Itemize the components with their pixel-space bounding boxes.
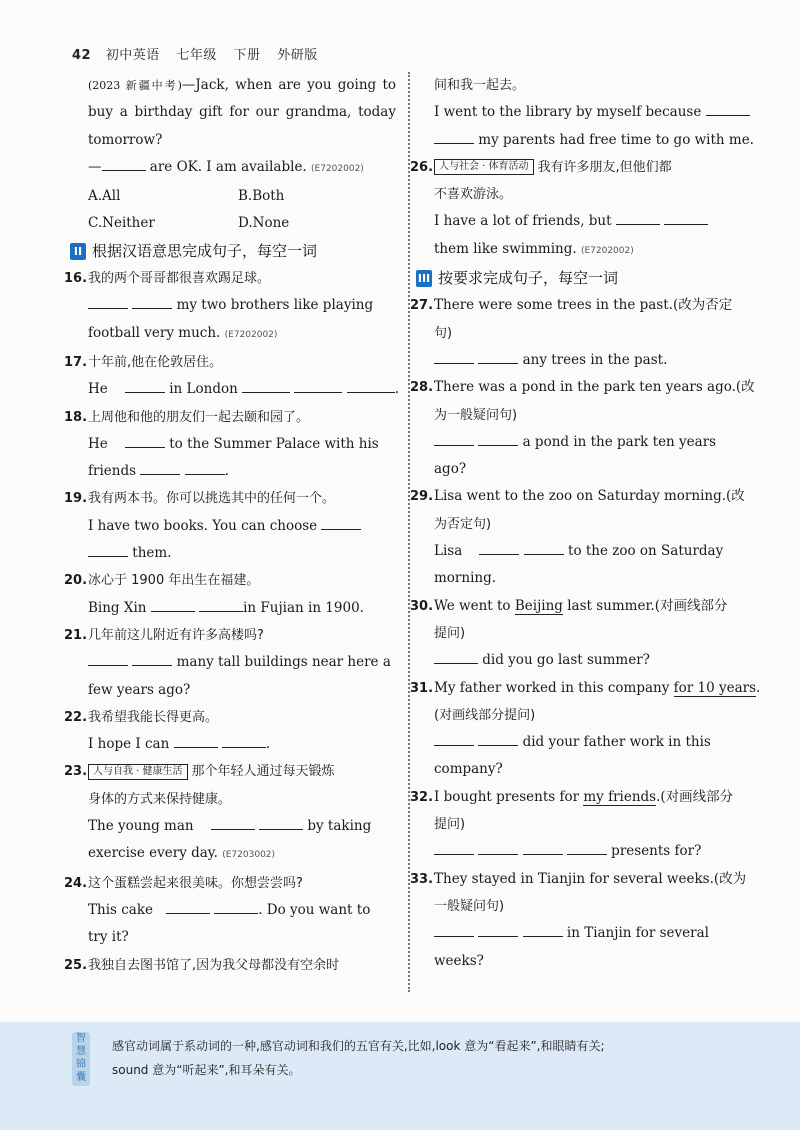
options-row (88, 183, 396, 210)
tip-box (0, 1022, 800, 1130)
page-number: 42 (72, 48, 92, 63)
answer-blank[interactable] (242, 378, 290, 393)
topic-tag: 人与自我 · 健康生活 (88, 764, 188, 780)
answer-blank[interactable] (132, 294, 172, 309)
answer-blank[interactable] (199, 597, 243, 612)
header-subject: 初中英语 (105, 48, 160, 63)
question-33: 33. They stayed in Tianjin for several weeks.(改为 (410, 870, 747, 887)
answer-blank[interactable] (567, 840, 607, 855)
answer-blank[interactable] (523, 840, 563, 855)
answer-blank[interactable] (434, 649, 478, 664)
options-row (88, 210, 396, 237)
section-badge: II (70, 243, 86, 260)
header-edition: 外研版 (277, 48, 318, 63)
answer-blank[interactable] (434, 731, 474, 746)
question-26: 26. 人与社会 · 体育活动 我有许多朋友,但他们都 (410, 159, 672, 175)
answer-blank[interactable] (125, 378, 165, 393)
question-19: 19. 我有两本书。你可以挑选其中的任何一个。 (64, 491, 336, 507)
page-header (72, 44, 330, 63)
question-31: 31. My father worked in this company for 10 years. (410, 679, 761, 696)
answer-blank[interactable] (478, 922, 518, 937)
answer-blank[interactable] (664, 210, 708, 225)
answer-blank[interactable] (434, 922, 474, 937)
tip-side-label: 智慧锦囊 (72, 1032, 90, 1086)
answer-blank[interactable] (478, 431, 518, 446)
left-column: (2023 新疆中考)—Jack, when are you going to buy a birthday gift for our grandma, today tomorrow? — are OK. I am available. (E7202002) A.All B.Both C.Neither D.None II 根据汉语意思完成句子，每空一词 16. 我的两个哥哥都很喜欢踢足球。 my two brothers like playing football very much. (E7202002) 17. 十年前,他在伦敦居住。 He in London . 18. 上周他和他的朋友们一起去颐和园了。 He to the Summer Palace with his friends . 19. 我有两本书。你可以挑选其中的任何一个。 I have two books. You can choose them. 20. 冰心于 1900 年出生在福建。 Bing Xin in Fujian in 1900. 21. 几年前这儿附近有许多高楼吗? many tall buildings near here a few years ago? 22. 我希望我能长得更高。 I hope I can . 23. 人与自我 · 健康生活 那个年轻人通过每天锻炼 身体的方式来保持健康。 The young man by taking exercise every day. (E7203002) 24. 这个蛋糕尝起来很美味。你想尝尝吗? This cake . Do you want to try it? 25. 我独自去图书馆了,因为我父母都没有空余时 (88, 72, 396, 979)
option-c[interactable]: C.Neither (88, 215, 155, 232)
question-32: 32. I bought presents for my friends.(对画线部分 (410, 788, 734, 805)
topic-tag: 人与社会 · 体育活动 (434, 159, 534, 175)
answer-blank[interactable] (478, 840, 518, 855)
answer-blank[interactable] (214, 899, 258, 914)
question-30: 30. We went to Beijing last summer.(对画线部分 (410, 597, 728, 614)
option-a[interactable]: A.All (88, 188, 121, 205)
answer-blank[interactable] (151, 597, 195, 612)
option-b[interactable]: B.Both (238, 188, 285, 205)
answer-blank[interactable] (166, 899, 210, 914)
section-iii-heading: III 按要求完成句子，每空一词 (417, 269, 619, 288)
question-23: 23. 人与自我 · 健康生活 那个年轻人通过每天锻炼 (64, 764, 335, 780)
question-22: 22. 我希望我能长得更高。 (64, 709, 219, 725)
answer-blank[interactable] (259, 815, 303, 830)
answer-blank[interactable] (294, 378, 342, 393)
header-volume: 下册 (233, 48, 261, 63)
answer-blank[interactable] (478, 349, 518, 364)
question-27: 27. There were some trees in the past.(改为否定 (410, 297, 733, 314)
answer-blank[interactable] (222, 733, 266, 748)
question-25: 25. 我独自去图书馆了,因为我父母都没有空余时 (64, 957, 340, 973)
answer-blank[interactable] (125, 433, 165, 448)
question-24: 24. 这个蛋糕尝起来很美味。你想尝尝吗? (64, 875, 303, 891)
answer-blank[interactable] (347, 378, 395, 393)
question-29: 29. Lisa went to the zoo on Saturday morning.(改 (410, 488, 745, 505)
question-15: (2023 新疆中考)—Jack, when are you going to (88, 77, 396, 93)
answer-blank[interactable] (174, 733, 218, 748)
answer-blank[interactable] (321, 515, 361, 530)
question-17: 17. 十年前,他在伦敦居住。 (64, 354, 223, 370)
section-badge: III (417, 272, 431, 286)
answer-blank[interactable] (88, 542, 128, 557)
answer-blank[interactable] (434, 349, 474, 364)
answer-blank[interactable] (88, 294, 128, 309)
answer-blank[interactable] (706, 101, 750, 116)
header-grade: 七年级 (176, 48, 217, 63)
answer-blank[interactable] (211, 815, 255, 830)
question-18: 18. 上周他和他的朋友们一起去颐和园了。 (64, 409, 310, 425)
answer-blank[interactable] (479, 540, 519, 555)
answer-blank[interactable] (132, 651, 172, 666)
answer-blank[interactable] (88, 651, 128, 666)
answer-blank[interactable] (434, 840, 474, 855)
answer-blank[interactable] (185, 460, 225, 475)
answer-blank[interactable] (523, 922, 563, 937)
answer-blank[interactable] (434, 431, 474, 446)
answer-blank[interactable] (434, 129, 474, 144)
section-ii-heading: II 根据汉语意思完成句子，每空一词 (70, 238, 396, 265)
option-d[interactable]: D.None (238, 215, 290, 232)
answer-blank[interactable] (524, 540, 564, 555)
answer-blank[interactable] (616, 210, 660, 225)
question-16: 16. 我的两个哥哥都很喜欢踢足球。 (64, 271, 271, 287)
tip-text: 感官动词属于系动词的一种,感官动词和我们的五官有关,比如,look 意为“看起来”,和眼睛有关; sound 意为“听起来”,和耳朵有关。 (112, 1039, 605, 1077)
question-20: 20. 冰心于 1900 年出生在福建。 (64, 573, 260, 589)
answer-blank[interactable] (102, 156, 146, 171)
question-28: 28. There was a pond in the park ten years ago.(改 (410, 379, 755, 396)
right-column: 间和我一起去。 I went to the library by myself because my parents had free time to go with me. 26. 人与社会 · 体育活动 我有许多朋友,但他们都 不喜欢游泳。 I have a lot of friends, but them like swimming. (E7202002) III 按要求完成句子，每空一词 27. There were some trees in the past.(改为否定 句) any trees in the past. 28. There was a pond in the park ten years ago.(改 为一般疑问句) a pond in the park ten years ago? 29. Lisa went to the zoo on Saturday morning.(改 为否定句) Lisa to the zoo on Saturday morning. 30. We went to Beijing last summer.(对画线部分 提问) did you go last summer? 31. My father worked in this company for 10 years. (对画线部分提问) did your father work in this company? 32. I bought presents for my friends.(对画线部分 提问) presents for? 33. They stayed in Tianjin for several weeks.(改为 一般疑问句) in Tianjin for several weeks? (410, 78, 761, 969)
column-divider (408, 72, 410, 992)
answer-blank[interactable] (140, 460, 180, 475)
answer-blank[interactable] (478, 731, 518, 746)
question-21: 21. 几年前这儿附近有许多高楼吗? (64, 627, 264, 643)
